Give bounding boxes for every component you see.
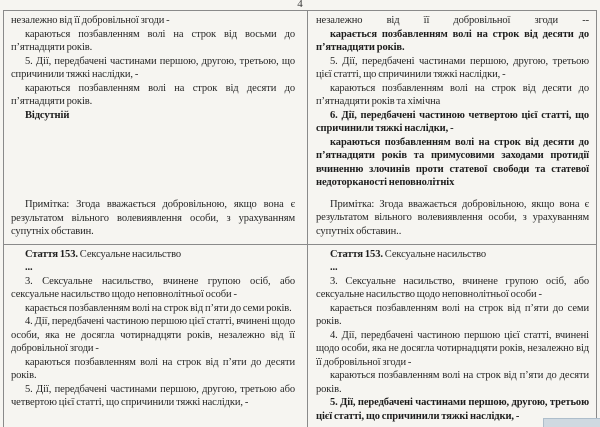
law-comparison-table bbox=[3, 10, 597, 427]
bottom-right-ui-artifact bbox=[543, 418, 600, 427]
paragraph: незалежно від її добровільної згоди -- bbox=[316, 15, 589, 26]
amended-paragraph: карається позбавленням волі на строк від десяти до п’ятнадцяти років. bbox=[316, 28, 589, 53]
article-number: Стаття 153. bbox=[25, 248, 78, 260]
paragraph: незалежно від її добровільної згоди - bbox=[11, 15, 170, 26]
blank-space bbox=[11, 122, 295, 198]
amended-paragraph: караються позбавленням волі на строк від десяти до п’ятнадцяти років та примусовими заходами протидії вчиненню злочинів проти статевої свободи та статевої недоторканості неповнолітніх bbox=[316, 136, 589, 188]
paragraph: 4. Дії, передбачені частиною першою цієї статті, вчинені щодо особи, яка не досягла чотирнадцяти років, незалежно від її добровільної згоди - bbox=[11, 316, 295, 354]
note-paragraph: Примітка: Згода вважається добровільною, якщо вона є результатом вільного волевиявлення особи, з урахуванням супутніх обставин. bbox=[11, 199, 295, 237]
absent-marker: Відсутній bbox=[25, 109, 70, 121]
paragraph: карається позбавленням волі на строк від п’яти до семи років. bbox=[316, 302, 589, 327]
ellipsis: ... bbox=[25, 262, 33, 273]
article-number: Стаття 153. bbox=[330, 248, 383, 260]
table-row-article-152 bbox=[4, 11, 596, 245]
ellipsis: ... bbox=[330, 262, 338, 273]
page-number: 4 bbox=[297, 0, 303, 10]
paragraph: 5. Дії, передбачені частинами першою, другою, третьою, що спричинили тяжкі наслідки, - bbox=[11, 55, 295, 80]
paragraph: 5. Дії, передбачені частинами першою, другою, третьою цієї статті, що спричинили тяжкі наслідки, - bbox=[316, 55, 589, 80]
proposed-wording-cell-152 bbox=[308, 11, 596, 245]
paragraph: караються позбавленням волі на строк від десяти до п’ятнадцяти років. bbox=[11, 82, 295, 107]
paragraph: 3. Сексуальне насильство, вчинене групою осіб, або сексуальне насильство щодо неповнолітньої особи - bbox=[316, 275, 589, 300]
amended-paragraph: 5. Дії, передбачені частинами першою, другою, третьою цієї статті, що спричинили тяжкі наслідки, - bbox=[316, 397, 589, 422]
article-title: Сексуальне насильство bbox=[382, 248, 487, 260]
article-heading bbox=[11, 248, 295, 262]
paragraph: караються позбавленням волі на строк від п’яти до десяти років. bbox=[11, 356, 295, 381]
paragraph: 4. Дії, передбачені частиною першою цієї статті, вчинені щодо особи, яка не досягла чотирнадцяти років, незалежно від її добровільної згоди - bbox=[316, 329, 589, 368]
paragraph: караються позбавленням волі на строк від восьми до п’ятнадцяти років. bbox=[11, 28, 295, 53]
table-row-article-153 bbox=[4, 245, 596, 427]
paragraph: 3. Сексуальне насильство, вчинене групою осіб, або сексуальне насильство щодо неповнолітньої особи - bbox=[11, 275, 295, 300]
paragraph: 5. Дії, передбачені частинами першою, другою, третьою або четвертою цієї статті, що спричинили тяжкі наслідки, - bbox=[11, 383, 295, 408]
paragraph: караються позбавленням волі на строк від п’яти до десяти років. bbox=[316, 370, 589, 395]
article-title: Сексуальне насильство bbox=[77, 248, 182, 260]
note-paragraph: Примітка: Згода вважається добровільною, якщо вона є результатом вільного волевиявлення особи, з урахуванням супутніх обставин.. bbox=[316, 198, 589, 237]
blank-space bbox=[316, 190, 589, 198]
article-heading bbox=[316, 248, 589, 262]
paragraph: караються позбавленням волі на строк від десяти до п’ятнадцяти років та хімічна bbox=[316, 82, 589, 107]
amended-paragraph: 6. Дії, передбачені частиною четвертою цієї статті, що спричинили тяжкі наслідки, - bbox=[316, 109, 589, 134]
current-wording-cell-152 bbox=[4, 11, 308, 245]
current-wording-cell-153 bbox=[4, 245, 308, 427]
proposed-wording-cell-153 bbox=[308, 245, 596, 427]
paragraph: карається позбавленням волі на строк від п’яти до семи років. bbox=[25, 302, 292, 314]
